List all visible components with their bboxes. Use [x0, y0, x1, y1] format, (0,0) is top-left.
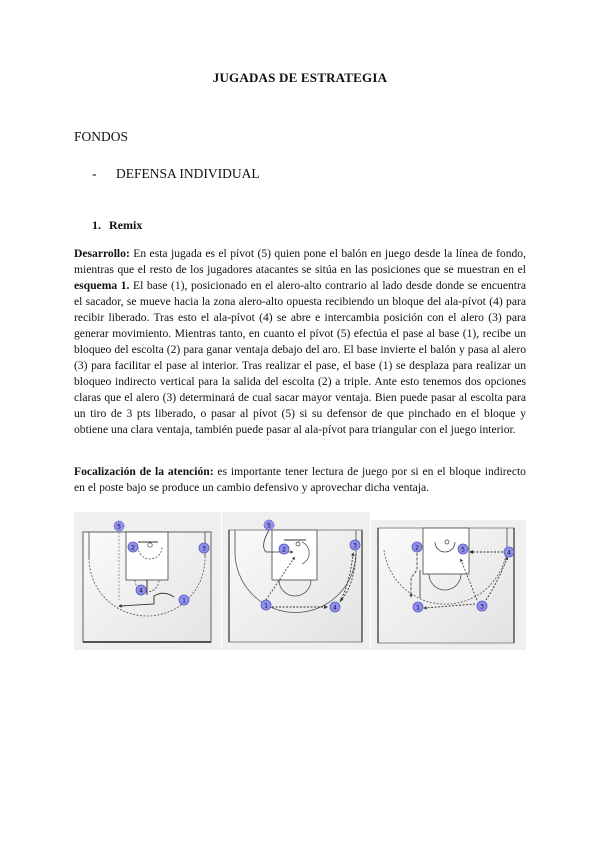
svg-text:1: 1 [182, 597, 186, 605]
svg-text:2: 2 [131, 544, 135, 552]
diagram-esquema-3 [371, 520, 526, 650]
play-number: 1. [92, 218, 101, 232]
svg-text:1: 1 [264, 602, 268, 610]
svg-text:4: 4 [507, 549, 511, 557]
subsection-label: DEFENSA INDIVIDUAL [116, 166, 260, 181]
svg-text:3: 3 [353, 542, 357, 550]
svg-text:3: 3 [480, 603, 484, 611]
focalizacion-paragraph [74, 464, 526, 496]
svg-text:2: 2 [282, 546, 286, 554]
svg-text:4: 4 [333, 604, 337, 612]
desarrollo-paragraph [74, 246, 526, 438]
svg-text:1: 1 [416, 604, 420, 612]
bullet-dash: - [92, 166, 97, 181]
svg-text:5: 5 [267, 522, 271, 530]
focalizacion-label: Focalización de la atención: [74, 465, 214, 478]
svg-text:3: 3 [202, 545, 206, 553]
diagram-esquema-1 [74, 512, 221, 650]
play-name: Remix [109, 218, 143, 232]
esquema-reference: esquema 1. [74, 279, 130, 292]
svg-text:4: 4 [139, 587, 143, 595]
svg-text:2: 2 [415, 544, 419, 552]
section-heading: FONDOS [74, 129, 129, 144]
court-diagram-2 [222, 512, 370, 650]
play-heading [92, 218, 142, 233]
desarrollo-label: Desarrollo: [74, 247, 130, 260]
desarrollo-text-b: El base (1), posicionado en el alero-alto contrario al lado desde donde se encuentra el sacador, se mueve hacia la zona alero-alto opuesta recibiendo un bloque del ala-pívot (4) para recibir liberado. Tras esto el ala-pívot (4) se abre e intercambia posición con el alero (3) para generar movimiento. Mientras tanto, en cuanto el pívot (5) efectúa el pase al base (1), recibe un bloqueo del escolta (2) para ganar ventaja debajo del aro. El base invierte el balón y pasa al alero (3) para facilitar el pase al interior. Tras realizar el pase, el base (1) se desplaza para realizar un bloqueo indirecto vertical para la salida del escolta (2) a triple. Ante esto tenemos dos opciones claras que el alero (3) determinará de cual sacar mayor ventaja. Bien puede pasar al escolta para un tiro de 3 pts liberado, o pasar al pívot (5) si su defensor de que pinchado en el bloque y obtiene una clara ventaja, también puede pasar al ala-pívot para triangular con el juego interior. [74, 279, 526, 436]
document-title: JUGADAS DE ESTRATEGIA [212, 70, 388, 85]
svg-text:5: 5 [461, 546, 465, 554]
court-diagram-3 [371, 520, 526, 650]
svg-text:5: 5 [117, 523, 121, 531]
subsection-heading [92, 166, 260, 182]
court-diagram-1 [74, 512, 221, 650]
play-diagrams [74, 512, 526, 652]
desarrollo-text-a: En esta jugada es el pívot (5) quien pone el balón en juego desde la línea de fondo, mientras que el resto de los jugadores atacantes se sitúa en las posiciones que se muestran en el [74, 247, 526, 276]
diagram-esquema-2 [222, 512, 370, 650]
focalizacion-text: es importante tener lectura de juego por si en el bloque indirecto en el poste bajo se produce un cambio defensivo y aprovechar dicha ventaja. [74, 465, 526, 494]
